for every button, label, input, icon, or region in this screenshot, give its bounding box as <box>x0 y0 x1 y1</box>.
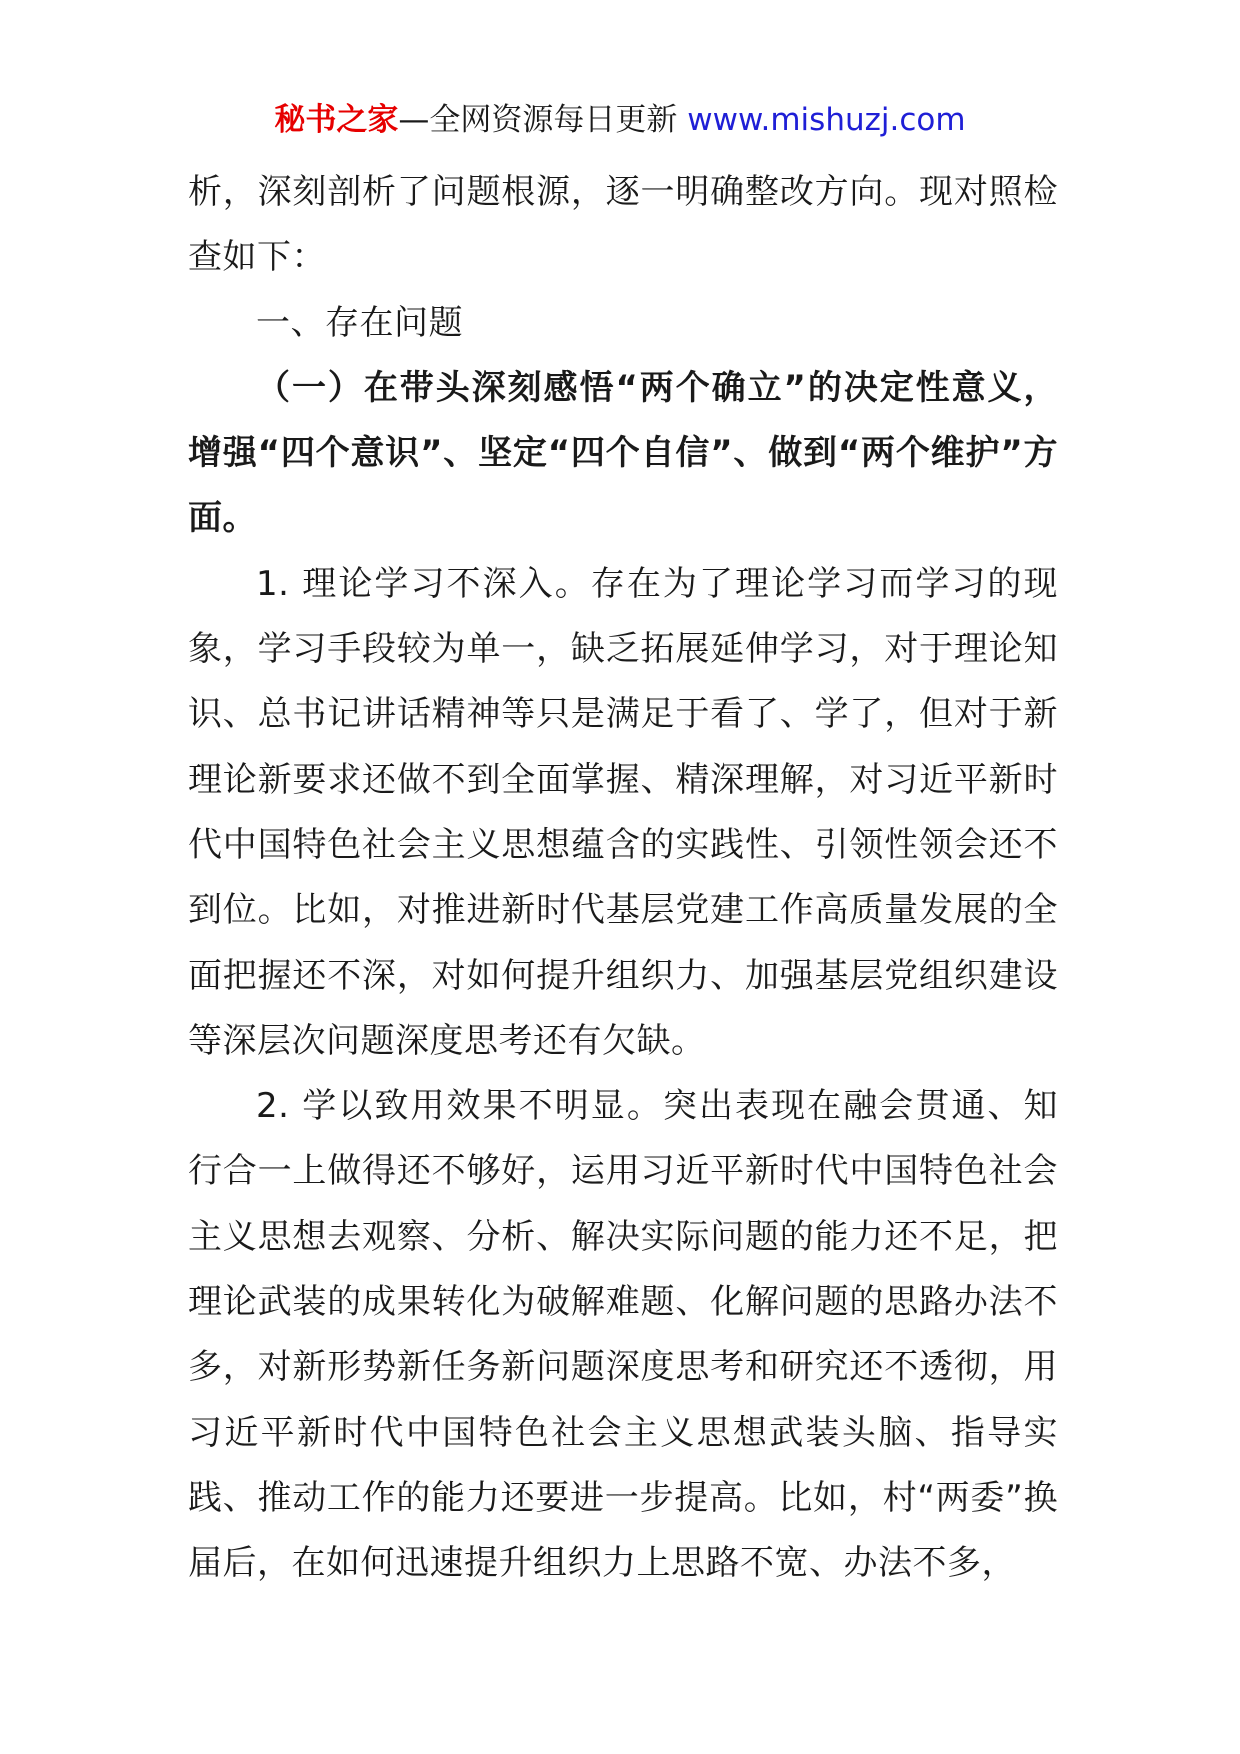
site-url-link[interactable]: www.mishuzj.com <box>687 102 966 138</box>
site-brand: 秘书之家 <box>274 102 399 138</box>
subsection-heading: （一）在带头深刻感悟“两个确立”的决定性意义，增强“四个意识”、坚定“四个自信”、做到“两个维护”方面。 <box>188 367 1058 539</box>
intro-paragraph: 析，深刻剖析了问题根源，逐一明确整改方向。现对照检查如下： <box>188 172 1058 278</box>
problem-item-2: 2. 学以致用效果不明显。突出表现在融会贯通、知行合一上做得还不够好，运用习近平新时代中国特色社会主义思想去观察、分析、解决实际问题的能力还不足，把理论武装的成果转化为破解难题、化解问题的思路办法不多，对新形势新任务新问题深度思考和研究还不透彻，用习近平新时代中国特色社会主义思想武装头脑、指导实践、推动工作的能力还要进一步提高。比如，村“两委”换届后，在如何迅速提升组织力上思路不宽、办法不多， <box>188 1086 1058 1584</box>
problem-item-1: 1. 理论学习不深入。存在为了理论学习而学习的现象，学习手段较为单一，缺乏拓展延伸学习，对于理论知识、总书记讲话精神等只是满足于看了、学了，但对于新理论新要求还做不到全面掌握、精深理解，对习近平新时代中国特色社会主义思想蕴含的实践性、引领性领会还不到位。比如，对推进新时代基层党建工作高质量发展的全面把握还不深，对如何提升组织力、加强基层党组织建设等深层次问题深度思考还有欠缺。 <box>188 563 1058 1061</box>
section-heading: 一、存在问题 <box>256 302 463 343</box>
document-body <box>188 160 1058 1597</box>
site-slogan: —全网资源每日更新 <box>398 102 688 138</box>
site-header <box>0 98 1240 142</box>
